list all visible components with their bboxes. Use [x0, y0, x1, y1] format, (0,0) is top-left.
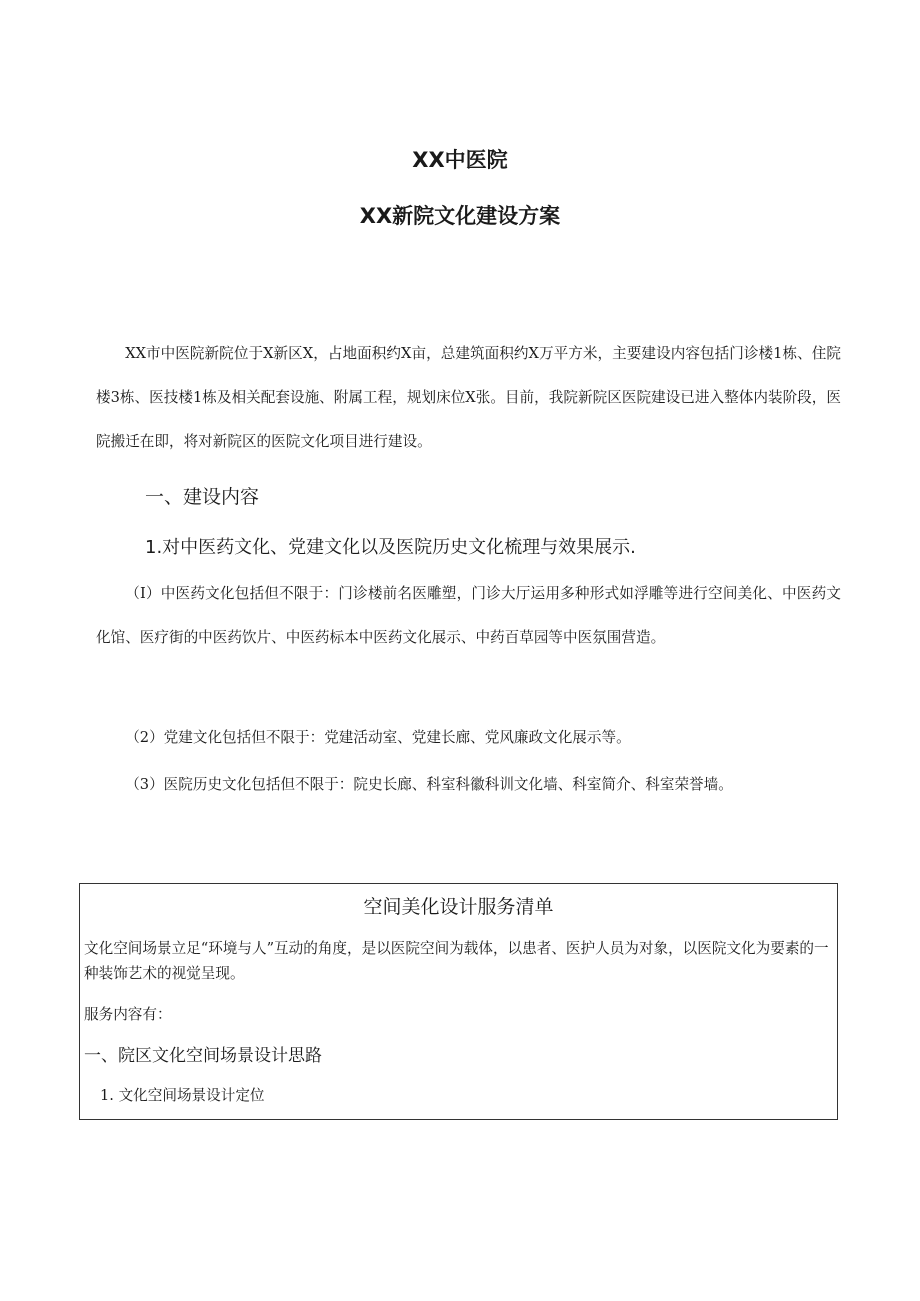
document-subtitle: XX新院文化建设方案	[359, 204, 561, 228]
list-item-history-culture: （3）医院历史文化包括但不限于：院史长廊、科室科徽科训文化墙、科室简介、科室荣誉墙。	[125, 776, 733, 793]
services-label: 服务内容有：	[84, 1006, 172, 1023]
document-title: XX中医院	[412, 148, 508, 172]
subsection-heading-culture: 1.对中医药文化、党建文化以及医院历史文化梳理与效果展示.	[145, 537, 636, 558]
list-item-tcm-culture: （I）中医药文化包括但不限于：门诊楼前名医雕塑，门诊大厅运用多种形式如浮雕等进行空间美化、中医药文化馆、医疗街的中医药饮片、中医药标本中医药文化展示、中药百草园等中医氛围营造。	[96, 585, 841, 646]
service-box-description: 文化空间场景立足“环境与人”互动的角度，是以医院空间为载体，以患者、医护人员为对象，以医院文化为要素的一种装饰艺术的视觉呈现。	[84, 940, 829, 982]
intro-paragraph: XX市中医院新院位于X新区X，占地面积约X亩，总建筑面积约X万平方米，主要建设内容包括门诊楼1栋、住院楼3栋、医技楼1栋及相关配套设施、附属工程，规划床位X张。目前，我院新院区医院建设已进入整体内装阶段，医院搬迁在即，将对新院区的医院文化项目进行建设。	[96, 345, 841, 450]
service-box-heading: 一、院区文化空间场景设计思路	[84, 1046, 322, 1066]
list-item-party-culture: （2）党建文化包括但不限于：党建活动室、党建长廊、党风廉政文化展示等。	[125, 729, 631, 746]
service-box-title: 空间美化设计服务清单	[363, 896, 554, 918]
service-box-item: 1. 文化空间场景设计定位	[100, 1087, 265, 1104]
service-list-box	[79, 883, 838, 1120]
section-heading-construction: 一、建设内容	[145, 486, 260, 508]
